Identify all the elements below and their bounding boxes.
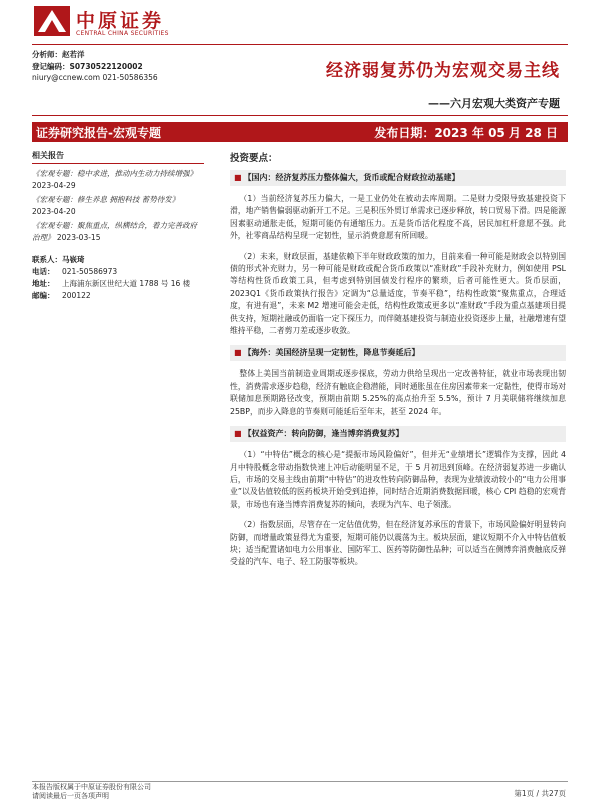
main-content — [230, 150, 566, 577]
zip-label: 邮编： — [32, 291, 55, 300]
header-divider — [32, 44, 568, 45]
analyst-contact: niury@ccnew.com 021-50586356 — [32, 73, 158, 82]
sidebar — [32, 150, 204, 302]
bullet-icon: ■ — [234, 348, 242, 358]
brand-mark-icon — [34, 6, 70, 36]
section-heading-overseas — [230, 345, 566, 361]
analyst-info — [32, 49, 158, 84]
analyst-name: 赵若洋 — [62, 50, 85, 59]
footer-divider — [32, 781, 568, 782]
report-type: 证券研究报告-宏观专题 — [36, 126, 161, 140]
related-report[interactable] — [32, 194, 204, 218]
report-banner — [32, 122, 568, 142]
related-report-title: 《宏观专题：修生养息 拥抱科技 蓄势待发》 — [32, 195, 180, 204]
contact-person: 马嵚琦 — [62, 255, 85, 264]
related-report-date: 2023-03-15 — [56, 233, 101, 242]
related-report-date: 2023-04-29 — [32, 181, 76, 190]
phone: 021-50586973 — [62, 267, 118, 276]
brand-name-cn: 中原证券 — [76, 10, 165, 32]
related-report[interactable] — [32, 220, 204, 244]
section-title: 【权益资产：转向防御，逢当博弈消费复苏】 — [243, 429, 404, 439]
analyst-label: 分析师： — [32, 50, 62, 59]
contact-person-label: 联系人： — [32, 255, 62, 264]
section-title: 【国内：经济复苏压力整体偏大，货币或配合财政拉动基建】 — [243, 173, 460, 182]
related-report-title: 《宏观专题：聚焦重点，纵横结合，着力完善政府治理》 — [32, 221, 197, 242]
phone-label: 电话： — [32, 267, 55, 276]
report-subtitle: ——六月宏观大类资产专题 — [428, 97, 560, 110]
paragraph: 整体上美国当前制造业周期或逐步探底，劳动力供给呈现出一定改善特征，就业市场表现出韧性，消费需求逐步趋稳，经济有触底企稳潜能，同时通胀虽在住房因素带来一定黏性，使得市场对联储加息预期路径改变，预期由前期 5.25%的高点抬升至 5.5%，预计 7 月美联储将继续加息 25BP，而步入降息的节奏则可能延后至年末，甚至 2024 年。 — [230, 369, 566, 416]
section-heading-equity — [230, 426, 566, 442]
reg-code: S0730522120002 — [69, 61, 143, 71]
section-title: 【海外：美国经济呈现一定韧性，降息节奏延后】 — [243, 348, 420, 358]
contact-block — [32, 254, 204, 302]
section-heading-domestic — [230, 170, 566, 186]
read-disclaimer-link[interactable]: 请阅读最后一页各项声明 — [32, 792, 109, 800]
address-label: 地址： — [32, 279, 55, 288]
zip: 200122 — [62, 291, 91, 300]
paragraph: （1）当前经济复苏压力偏大，一是工业仍处在被动去库周期。二是财力受限导致基建投资下滑，地产销售偏弱驱动新开工不足。三是积压外贸订单需求已逐步释放，转口贸易下滑。四是能源因素驱动通胀走低，短期可能仍有通缩压力。五是货币活化程度不高，居民加杠杆意愿不强。此外，社零商品结构呈现一定韧性，显示消费意愿有所回暖。 — [230, 194, 566, 241]
page-number: 第1页 / 共27页 — [514, 789, 566, 798]
bullet-icon: ■ — [234, 429, 242, 439]
related-report[interactable] — [32, 168, 204, 192]
publish-date: 发布日期：2023 年 05 月 28 日 — [374, 126, 558, 140]
report-title: 经济弱复苏仍为宏观交易主线 — [326, 61, 560, 81]
copyright-note: 本报告版权属于中原证券股份有限公司 — [32, 783, 151, 791]
title-divider — [32, 115, 568, 116]
brand-name-en: CENTRAL CHINA SECURITIES — [76, 30, 169, 37]
company-logo — [34, 6, 184, 38]
footer-disclaimer — [32, 783, 151, 801]
related-report-title: 《宏观专题：稳中求进，推动内生动力持续增强》 — [32, 169, 197, 178]
key-points-heading: 投资要点： — [230, 153, 278, 164]
related-report-date: 2023-04-20 — [32, 207, 76, 216]
bullet-icon: ■ — [234, 173, 242, 182]
paragraph: （2）指数层面，尽管存在一定估值优势，但在经济复苏承压的背景下，市场风险偏好明显转向防御，而增量政策显得尤为重要，短期可能仍以震荡为主。板块层面，建议短期不介入中特估值板块；适当配置诸如电力公用事业、国防军工、医药等防御性品种；可以适当在侧博弈消费触底反弹受益的汽车、电子、轻工防服等板块。 — [230, 520, 566, 567]
related-reports-heading: 相关报告 — [32, 150, 204, 164]
reg-label: 登记编码： — [32, 61, 70, 71]
paragraph: （1）“中特估”概念的核心是“提振市场风险偏好”，但并无“业绩增长”逻辑作为支撑，因此 4 月中特股概念带动指数快速上冲后动能明显不足，于 5 月初迅到顶峰。在经济弱复苏进一步确认后，市场的交易主线由前期“中特估”的进攻性转向防御品种，表现为业绩波动较小的“电力公用事业”以及估值较低的医药板块开始受到追捧，同时结合近期消费数据回暖，核心 CPI 趋稳的宏观背景，市场也有逢当博弈消费复苏的倾向，表现为汽车、电子领涨。 — [230, 450, 566, 509]
address: 上海浦东新区世纪大道 1788 号 16 楼 — [62, 279, 191, 288]
paragraph: （2）未来，财政层面，基建依赖下半年财政政策的加力，目前来看一种可能是财政会以特别国债的形式补充财力，另一种可能是财政或配合货币政策以“准财政”手段补充财力，例如使用 PSL 等结构性货币政策工具，但考虑到特别国债发行程序的繁琐，后者可能性更大。货币层面，2023Q1《货币政策执行报告》定调为“总量适度，节奏平稳”，结构性政策“聚焦重点，合理适度，有进有退”，未来 M2 增速可能会走低，结构性政策或更多以“准财政”手段为重点基建项目提供支持，短期社融或仍面临一定下探压力，而伴随基建投资与制造业投资逐步上量，社融增速有望维持平稳，二者剪刀差或逐步收敛。 — [230, 251, 566, 336]
